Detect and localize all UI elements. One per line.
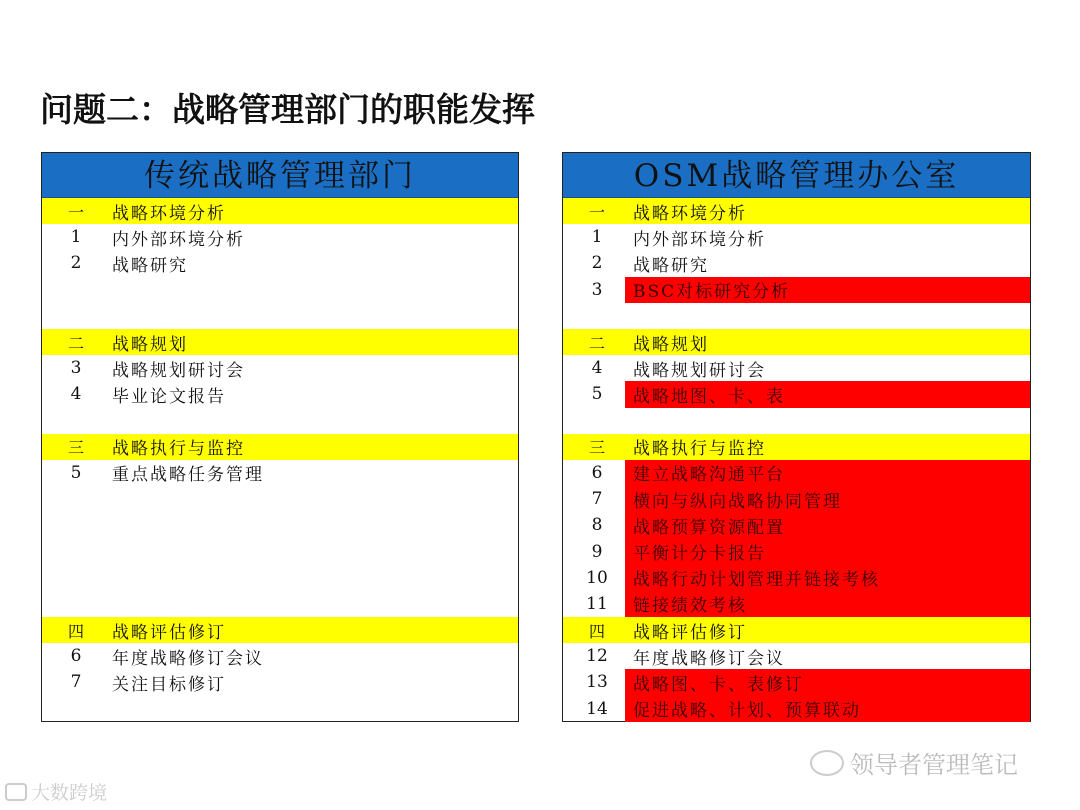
table-row bbox=[563, 277, 1030, 303]
row-number: 1 bbox=[70, 227, 82, 248]
row-number: 二 bbox=[588, 333, 605, 353]
table-row bbox=[563, 460, 1030, 486]
osm-office-table bbox=[562, 152, 1031, 722]
blank-row bbox=[42, 696, 518, 722]
row-label: 战略预算资源配置 bbox=[625, 512, 1030, 538]
row-label: 年度战略修订会议 bbox=[112, 648, 264, 669]
section-row bbox=[42, 617, 518, 643]
row-label: 战略规划 bbox=[112, 334, 188, 355]
blank-row bbox=[42, 565, 518, 591]
page-title: 问题二：战略管理部门的职能发挥 bbox=[40, 90, 535, 129]
traditional-department-table bbox=[41, 152, 519, 722]
table-row bbox=[42, 355, 518, 381]
table-body bbox=[563, 198, 1030, 722]
row-number: 7 bbox=[591, 489, 603, 510]
section-row bbox=[42, 434, 518, 460]
row-number: 5 bbox=[70, 462, 82, 483]
row-number: 三 bbox=[67, 438, 84, 458]
row-label: 关注目标修订 bbox=[112, 674, 226, 695]
row-label: 战略评估修订 bbox=[633, 622, 747, 643]
row-number: 四 bbox=[588, 621, 605, 641]
row-label: 战略规划研讨会 bbox=[633, 360, 766, 381]
row-number: 6 bbox=[70, 646, 82, 667]
section-row bbox=[563, 434, 1030, 460]
row-number: 1 bbox=[591, 227, 603, 248]
section-row bbox=[42, 329, 518, 355]
row-label: 内外部环境分析 bbox=[633, 229, 766, 250]
row-number: 9 bbox=[591, 541, 603, 562]
row-label: 战略行动计划管理并链接考核 bbox=[625, 565, 1030, 591]
row-label: 建立战略沟通平台 bbox=[625, 460, 1030, 486]
table-row bbox=[42, 669, 518, 695]
row-number: 2 bbox=[591, 253, 603, 274]
watermark-text: 大数跨境 bbox=[31, 782, 108, 804]
row-number: 8 bbox=[591, 515, 603, 536]
row-label: 战略环境分析 bbox=[112, 203, 226, 224]
row-number: 三 bbox=[588, 438, 605, 458]
blank-row bbox=[42, 303, 518, 329]
table-row bbox=[563, 696, 1030, 722]
table-row bbox=[563, 669, 1030, 695]
row-label: BSC对标研究分析 bbox=[625, 277, 1030, 303]
row-number: 5 bbox=[591, 384, 603, 405]
table-row bbox=[563, 538, 1030, 564]
row-label: 横向与纵向战略协同管理 bbox=[625, 486, 1030, 512]
table-row bbox=[563, 224, 1030, 250]
row-number: 一 bbox=[67, 202, 84, 222]
section-row bbox=[563, 198, 1030, 224]
row-number: 11 bbox=[586, 593, 608, 614]
table-row bbox=[563, 355, 1030, 381]
table-row bbox=[563, 591, 1030, 617]
row-label: 内外部环境分析 bbox=[112, 229, 245, 250]
row-label: 促进战略、计划、预算联动 bbox=[625, 696, 1030, 722]
row-number: 4 bbox=[70, 384, 82, 405]
table-row bbox=[563, 381, 1030, 407]
row-number: 13 bbox=[586, 672, 608, 693]
watermark-source bbox=[5, 778, 107, 805]
blank-row bbox=[42, 512, 518, 538]
row-label: 战略图、卡、表修订 bbox=[625, 669, 1030, 695]
section-row bbox=[42, 198, 518, 224]
blank-row bbox=[42, 277, 518, 303]
blank-row bbox=[563, 408, 1030, 434]
section-row bbox=[563, 617, 1030, 643]
row-label: 年度战略修订会议 bbox=[633, 648, 785, 669]
row-label: 战略规划 bbox=[633, 334, 709, 355]
row-number: 2 bbox=[70, 253, 82, 274]
table-row bbox=[563, 565, 1030, 591]
blank-row bbox=[42, 486, 518, 512]
table-body bbox=[42, 198, 518, 722]
row-label: 战略研究 bbox=[633, 255, 709, 276]
section-row bbox=[563, 329, 1030, 355]
row-number: 10 bbox=[586, 567, 608, 588]
wechat-icon bbox=[810, 750, 844, 776]
blank-row bbox=[42, 408, 518, 434]
row-label: 战略执行与监控 bbox=[112, 439, 245, 460]
logo-icon bbox=[5, 783, 27, 801]
table-row bbox=[563, 486, 1030, 512]
row-number: 二 bbox=[67, 333, 84, 353]
table-row bbox=[563, 643, 1030, 669]
row-number: 3 bbox=[70, 358, 82, 379]
row-number: 一 bbox=[588, 202, 605, 222]
table-row bbox=[42, 224, 518, 250]
row-label: 战略研究 bbox=[112, 255, 188, 276]
row-label: 战略评估修订 bbox=[112, 622, 226, 643]
table-header: 传统战略管理部门 bbox=[42, 153, 518, 198]
row-label: 战略执行与监控 bbox=[633, 439, 766, 460]
row-number: 6 bbox=[591, 462, 603, 483]
blank-row bbox=[42, 591, 518, 617]
table-row bbox=[42, 643, 518, 669]
row-label: 战略地图、卡、表 bbox=[625, 381, 1030, 407]
table-row bbox=[563, 512, 1030, 538]
row-label: 战略环境分析 bbox=[633, 203, 747, 224]
table-row bbox=[563, 250, 1030, 276]
row-number: 3 bbox=[591, 279, 603, 300]
row-number: 7 bbox=[70, 672, 82, 693]
row-number: 14 bbox=[586, 698, 608, 719]
row-label: 战略规划研讨会 bbox=[112, 360, 245, 381]
table-row bbox=[42, 460, 518, 486]
watermark-text: 领导者管理笔记 bbox=[850, 751, 1018, 779]
table-row bbox=[42, 250, 518, 276]
row-number: 12 bbox=[586, 646, 608, 667]
blank-row bbox=[563, 303, 1030, 329]
row-label: 链接绩效考核 bbox=[625, 591, 1030, 617]
row-number: 四 bbox=[67, 621, 84, 641]
table-row bbox=[42, 381, 518, 407]
table-header: OSM战略管理办公室 bbox=[563, 153, 1030, 198]
blank-row bbox=[42, 538, 518, 564]
row-label: 平衡计分卡报告 bbox=[625, 538, 1030, 564]
row-label: 毕业论文报告 bbox=[112, 386, 226, 407]
row-number: 4 bbox=[591, 358, 603, 379]
row-label: 重点战略任务管理 bbox=[112, 465, 264, 486]
watermark-wechat bbox=[810, 745, 1018, 780]
